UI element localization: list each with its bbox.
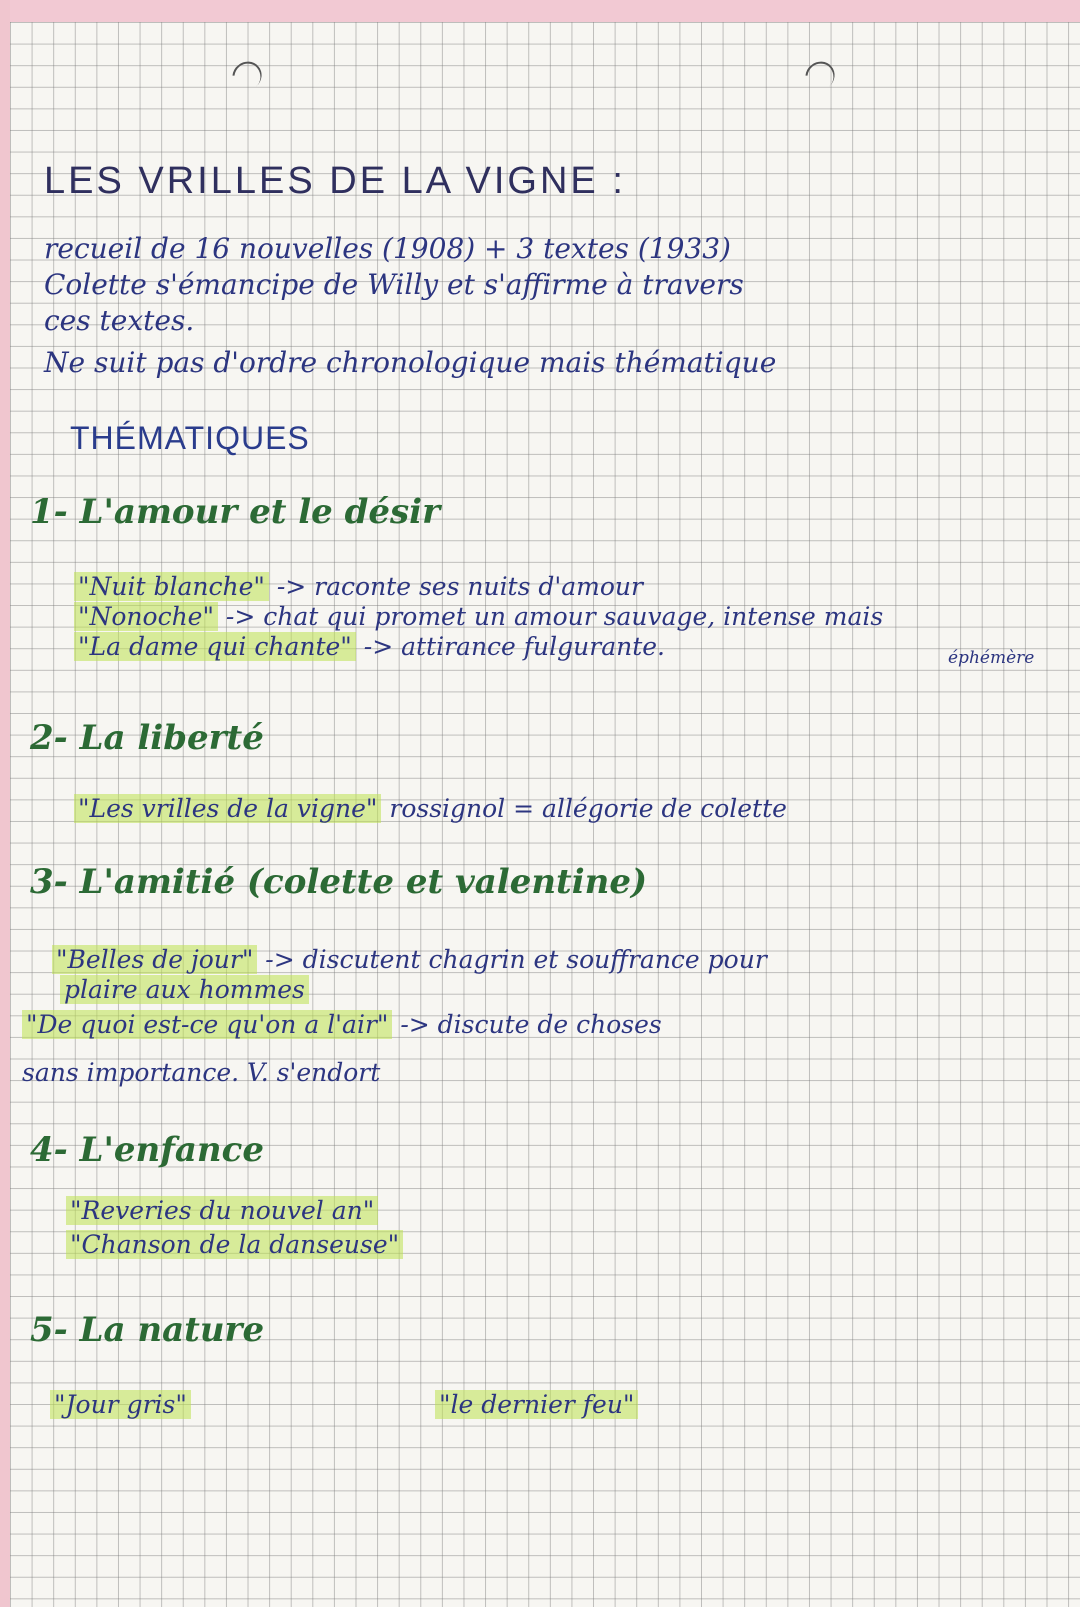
section-heading-amitie: 3- L'amitié (colette et valentine): [30, 862, 648, 902]
binder-hole-left: [227, 56, 268, 97]
section-heading-enfance: 4- L'enfance: [30, 1130, 264, 1170]
binder-hole-right: [800, 56, 841, 97]
quote-line: [50, 1390, 191, 1419]
quote-line: [435, 1390, 638, 1419]
themes-heading: THÉMATIQUES: [70, 420, 310, 456]
quote-line: [60, 975, 309, 1004]
quote-line: [22, 1058, 380, 1087]
quote-comment: -> discute de choses: [392, 1010, 662, 1039]
highlighted-title: plaire aux hommes: [60, 975, 309, 1004]
quote-line: [74, 602, 883, 631]
quote-comment: -> chat qui promet un amour sauvage, intense mais: [217, 602, 884, 631]
highlighted-title: "Nuit blanche": [74, 572, 269, 601]
quote-line: [52, 945, 767, 974]
section-heading-liberte: 2- La liberté: [30, 718, 264, 758]
quote-line: [66, 1230, 403, 1259]
quote-line: [74, 572, 643, 601]
highlighted-title: "Chanson de la danseuse": [66, 1230, 403, 1259]
quote-line: [66, 1196, 378, 1225]
intro-line: recueil de 16 nouvelles (1908) + 3 textes (1933): [44, 232, 731, 265]
highlighted-title: "Reveries du nouvel an": [66, 1196, 378, 1225]
highlighted-title: "Jour gris": [50, 1390, 191, 1419]
quote-line: [74, 794, 787, 823]
highlighted-title: "le dernier feu": [435, 1390, 638, 1419]
quote-comment: rossignol = allégorie de colette: [381, 794, 787, 823]
margin-note: éphémère: [948, 648, 1035, 668]
quote-comment: -> attirance fulgurante.: [355, 632, 665, 661]
intro-line: Ne suit pas d'ordre chronologique mais thématique: [44, 346, 777, 379]
page-left-edge: [0, 0, 10, 1607]
quote-comment: -> discutent chagrin et souffrance pour: [257, 945, 767, 974]
section-heading-nature: 5- La nature: [30, 1310, 265, 1350]
intro-line: Colette s'émancipe de Willy et s'affirme à travers: [44, 268, 744, 301]
quote-comment: sans importance. V. s'endort: [22, 1058, 381, 1087]
quote-comment: -> raconte ses nuits d'amour: [268, 572, 643, 601]
intro-line: ces textes.: [44, 304, 195, 337]
page-title: LES VRILLES DE LA VIGNE :: [44, 160, 626, 202]
highlighted-title: "Nonoche": [74, 602, 218, 631]
highlighted-title: "De quoi est-ce qu'on a l'air": [22, 1010, 392, 1039]
highlighted-title: "Belles de jour": [52, 945, 257, 974]
quote-line: [22, 1010, 662, 1039]
page-top-edge: [0, 0, 1080, 22]
quote-line: [74, 632, 665, 661]
highlighted-title: "La dame qui chante": [74, 632, 356, 661]
section-heading-amour: 1- L'amour et le désir: [30, 492, 441, 532]
highlighted-title: "Les vrilles de la vigne": [74, 794, 381, 823]
